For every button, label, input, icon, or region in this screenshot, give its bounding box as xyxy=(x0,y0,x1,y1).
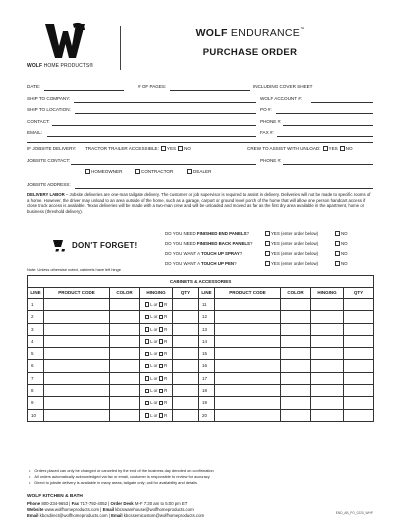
delivery-labor-text: DELIVERY LABOR – Jobsite deliveries are one-man tailgate delivery. The customer or job supervisor is required to assist in delivery. Deliveries will not be made to specific rooms of a home. However, the driver may unload to an area outside of the home, such as a garage, carport or ground level porch of the home that will allow one person handcart access if close truck access is available. Texas deliveries will be made with a two-man crew and will be unloaded and moved as far as the first dry area available in the apartment, home or business (threshold delivery). xyxy=(27,192,371,215)
question-end-panels xyxy=(165,231,375,239)
color-cell[interactable] xyxy=(110,311,140,323)
yes-checkbox[interactable] xyxy=(265,241,270,246)
line-number: 11 xyxy=(199,299,215,311)
qty-cell[interactable] xyxy=(173,385,199,397)
no-checkbox[interactable] xyxy=(335,251,340,256)
hinge-left-checkbox[interactable] xyxy=(145,388,153,394)
po-label: PO #: xyxy=(260,107,272,112)
color-cell[interactable] xyxy=(281,335,311,347)
hinge-left-label: L xyxy=(150,412,153,418)
col-color: COLOR xyxy=(110,288,140,299)
contractor-checkbox[interactable] xyxy=(135,169,140,174)
email-field[interactable] xyxy=(47,136,256,137)
wolf-logo-icon xyxy=(43,22,87,60)
wolf-account-field[interactable] xyxy=(311,102,373,103)
footer-web-line: Website www.wolfhomeproducts.com | Email kbcswarehouse@wolfhomeproducts.com xyxy=(27,507,194,513)
contact-label: CONTACT: xyxy=(27,119,50,124)
homeowner-checkbox[interactable] xyxy=(85,169,90,174)
hinge-or-label: or xyxy=(153,351,158,357)
hinge-right-label: R xyxy=(164,400,168,406)
hinging-cell[interactable] xyxy=(140,385,173,397)
ship-location-field[interactable] xyxy=(75,113,256,114)
question-text: DO YOU WANT A TOUCH UP PEN? xyxy=(165,261,237,266)
line-number: 9 xyxy=(28,397,44,409)
line-number: 3 xyxy=(28,323,44,335)
qty-cell[interactable] xyxy=(344,397,374,409)
qty-cell[interactable] xyxy=(344,323,374,335)
qty-cell[interactable] xyxy=(173,311,199,323)
hinge-or-label: or xyxy=(153,314,158,320)
header-divider xyxy=(120,26,121,70)
product-code-cell[interactable] xyxy=(215,299,281,311)
hinge-left-label: L xyxy=(150,400,153,406)
hinge-options xyxy=(145,400,168,405)
hinge-left-label: L xyxy=(150,338,153,344)
crew-label: CREW TO ASSIST WITH UNLOAD: YES NO xyxy=(247,146,353,151)
qty-cell[interactable] xyxy=(173,348,199,360)
brand-name: WOLF HOME PRODUCTS® xyxy=(27,63,94,69)
order-note: • All orders automatically acknowledged via fax or email, customer is responsible to review for accuracy xyxy=(27,474,373,480)
hinging-cell[interactable] xyxy=(311,397,344,409)
qty-cell[interactable] xyxy=(173,360,199,372)
product-code-cell[interactable] xyxy=(215,311,281,323)
hinge-right-label: R xyxy=(164,363,168,369)
hinge-left-checkbox[interactable] xyxy=(145,314,153,320)
col-line: LINE xyxy=(199,288,215,299)
footer-company: WOLF KITCHEN & BATH xyxy=(27,494,83,499)
jobsite-address-label: JOBSITE ADDRESS: xyxy=(27,182,71,187)
question-text: DO YOU NEED FINISHED END PANELS? xyxy=(165,231,250,236)
line-number: 12 xyxy=(199,311,215,323)
contact-field[interactable] xyxy=(52,125,256,126)
order-note: • Orders placed can only be changed or canceled by the end of the business day denoted on confirmation xyxy=(27,468,373,474)
answer-no[interactable]: NO xyxy=(335,241,348,246)
line-number: 17 xyxy=(199,372,215,384)
hinge-right-label: R xyxy=(164,338,168,344)
product-line-title: WOLF ENDURANCE™ xyxy=(195,26,305,39)
order-notes xyxy=(27,468,373,486)
date-label: DATE: xyxy=(27,84,41,89)
qty-cell[interactable] xyxy=(344,311,374,323)
date-field[interactable] xyxy=(44,90,124,91)
hinge-or-label: or xyxy=(153,326,158,332)
color-cell[interactable] xyxy=(110,360,140,372)
line-number: 1 xyxy=(28,299,44,311)
product-code-cell[interactable] xyxy=(44,335,110,347)
product-code-cell[interactable] xyxy=(44,299,110,311)
hinge-left-checkbox[interactable] xyxy=(145,301,153,307)
color-cell[interactable] xyxy=(281,385,311,397)
dont-forget xyxy=(52,238,162,254)
col-hinging: HINGING xyxy=(140,288,173,299)
tractor-label: TRACTOR TRAILER ACCESSIBLE: YES NO xyxy=(85,146,191,151)
no-checkbox[interactable] xyxy=(335,261,340,266)
hinge-right-checkbox[interactable] xyxy=(159,376,164,381)
hinge-left-label: L xyxy=(150,363,153,369)
answer-yes[interactable]: YES (enter order below) xyxy=(265,231,318,236)
table-row xyxy=(28,360,374,372)
hinge-or-label: or xyxy=(153,363,158,369)
line-number: 19 xyxy=(199,397,215,409)
hinging-cell[interactable] xyxy=(140,335,173,347)
answer-yes[interactable]: YES (enter order below) xyxy=(265,251,318,256)
email-link[interactable]: kbcsdirect@wolfhomeproducts.com xyxy=(39,513,108,518)
qty-cell[interactable] xyxy=(173,372,199,384)
col-qty: QTY xyxy=(344,288,374,299)
answer-no[interactable]: NO xyxy=(335,251,348,256)
jobsite-contact-label: JOBSITE CONTACT: xyxy=(27,158,71,163)
no-checkbox[interactable] xyxy=(335,241,340,246)
dont-forget-label: DON'T FORGET! xyxy=(72,241,138,250)
color-cell[interactable] xyxy=(110,409,140,421)
jobsite-delivery-label: IF JOBSITE DELIVERY: xyxy=(27,146,77,151)
answer-no[interactable]: NO xyxy=(335,231,348,236)
hinge-left-label: L xyxy=(150,388,153,394)
product-code-cell[interactable] xyxy=(215,372,281,384)
row-jobsite-address xyxy=(27,182,373,190)
hinge-right-checkbox[interactable] xyxy=(159,413,164,418)
row-jobsite-delivery xyxy=(27,146,373,154)
line-number: 18 xyxy=(199,385,215,397)
cabinets-table xyxy=(27,275,374,422)
color-cell[interactable] xyxy=(281,409,311,421)
hinge-right-label: R xyxy=(164,314,168,320)
hinging-cell[interactable] xyxy=(311,360,344,372)
phone2-field[interactable] xyxy=(283,164,373,165)
email-link[interactable]: kbcswarehouse@wolfhomeproducts.com xyxy=(115,507,194,513)
hinging-cell[interactable] xyxy=(140,348,173,360)
table-body xyxy=(28,299,374,422)
hinge-options xyxy=(145,351,168,356)
footer-contact xyxy=(27,494,373,518)
color-cell[interactable] xyxy=(281,311,311,323)
line-number: 8 xyxy=(28,385,44,397)
col-product-code: PRODUCT CODE xyxy=(44,288,110,299)
answer-yes[interactable]: YES (enter order below) xyxy=(265,241,318,246)
hinge-right-checkbox[interactable] xyxy=(159,401,164,406)
hinge-right-label: R xyxy=(164,388,168,394)
hinging-cell[interactable] xyxy=(140,409,173,421)
qty-cell[interactable] xyxy=(173,397,199,409)
color-cell[interactable] xyxy=(110,299,140,311)
jobsite-contact-field[interactable] xyxy=(71,164,256,165)
table-row xyxy=(28,397,374,409)
question-touch-up-spray xyxy=(165,251,375,259)
product-code-cell[interactable] xyxy=(44,360,110,372)
table-row xyxy=(28,311,374,323)
product-code-cell[interactable] xyxy=(44,323,110,335)
hinge-left-label: L xyxy=(150,301,153,307)
crew-no-checkbox[interactable] xyxy=(340,146,345,151)
including-label: INCLUDING COVER SHEET xyxy=(253,84,313,89)
hinging-cell[interactable] xyxy=(311,385,344,397)
question-text: DO YOU NEED FINISHED BACK PANELS? xyxy=(165,241,253,246)
hinge-right-checkbox[interactable] xyxy=(159,389,164,394)
po-field[interactable] xyxy=(276,113,373,114)
hinge-or-label: or xyxy=(153,412,158,418)
table-row xyxy=(28,409,374,421)
col-qty: QTY xyxy=(173,288,199,299)
hinge-left-checkbox[interactable] xyxy=(145,363,153,369)
product-code-cell[interactable] xyxy=(215,385,281,397)
hinging-cell[interactable] xyxy=(311,409,344,421)
form-code: END_AB_PO_0220_WHP xyxy=(335,511,373,515)
row-ship-company xyxy=(27,96,373,104)
color-cell[interactable] xyxy=(110,348,140,360)
phone2-label: PHONE #: xyxy=(260,158,282,163)
title-block xyxy=(127,27,373,58)
ship-company-field[interactable] xyxy=(74,102,256,103)
table-row xyxy=(28,323,374,335)
dealer-checkbox[interactable] xyxy=(187,169,192,174)
exclamation-icon xyxy=(52,238,67,252)
tractor-yes-checkbox[interactable] xyxy=(161,146,166,151)
hinge-options xyxy=(145,327,168,332)
hinging-cell[interactable] xyxy=(140,372,173,384)
line-number: 10 xyxy=(28,409,44,421)
line-number: 4 xyxy=(28,335,44,347)
hinge-right-checkbox[interactable] xyxy=(159,352,164,357)
homeowner-option[interactable]: HOMEOWNER xyxy=(83,169,122,175)
contractor-option[interactable]: CONTRACTOR xyxy=(133,169,173,175)
line-number: 7 xyxy=(28,372,44,384)
product-code-cell[interactable] xyxy=(44,409,110,421)
jobsite-address-field[interactable] xyxy=(75,188,373,189)
color-cell[interactable] xyxy=(281,348,311,360)
fax-field[interactable] xyxy=(277,136,373,137)
hinge-right-checkbox[interactable] xyxy=(159,327,164,332)
line-number: 15 xyxy=(199,348,215,360)
qty-cell[interactable] xyxy=(344,372,374,384)
hinge-right-checkbox[interactable] xyxy=(159,315,164,320)
hinging-cell[interactable] xyxy=(311,299,344,311)
qty-cell[interactable] xyxy=(344,335,374,347)
product-code-cell[interactable] xyxy=(215,323,281,335)
qty-cell[interactable] xyxy=(344,348,374,360)
hinging-cell[interactable] xyxy=(311,335,344,347)
color-cell[interactable] xyxy=(281,397,311,409)
table-row xyxy=(28,348,374,360)
hinge-right-label: R xyxy=(164,301,168,307)
question-back-panels xyxy=(165,241,375,249)
line-number: 20 xyxy=(199,409,215,421)
hinge-right-label: R xyxy=(164,412,168,418)
color-cell[interactable] xyxy=(110,372,140,384)
hinge-left-checkbox[interactable] xyxy=(145,400,153,406)
pages-label: # OF PAGES: xyxy=(138,84,167,89)
col-line: LINE xyxy=(28,288,44,299)
col-hinging: HINGING xyxy=(311,288,344,299)
line-number: 16 xyxy=(199,360,215,372)
hinging-cell[interactable] xyxy=(140,323,173,335)
question-touch-up-pen xyxy=(165,261,375,269)
hinge-options xyxy=(145,314,168,319)
row-date xyxy=(27,84,373,92)
hinging-cell[interactable] xyxy=(311,323,344,335)
hinge-options xyxy=(145,363,168,368)
line-number: 5 xyxy=(28,348,44,360)
question-text: DO YOU WANT A TOUCH UP SPRAY? xyxy=(165,251,243,256)
hinge-or-label: or xyxy=(153,400,158,406)
hinge-or-label: or xyxy=(153,301,158,307)
color-cell[interactable] xyxy=(281,299,311,311)
hinge-left-label: L xyxy=(150,375,153,381)
hinge-left-label: L xyxy=(150,326,153,332)
row-jobsite-contact xyxy=(27,158,373,166)
color-cell[interactable] xyxy=(110,323,140,335)
product-code-cell[interactable] xyxy=(215,348,281,360)
product-code-cell[interactable] xyxy=(44,311,110,323)
hinge-or-label: or xyxy=(153,388,158,394)
table-row xyxy=(28,372,374,384)
color-cell[interactable] xyxy=(281,323,311,335)
order-note: • Direct to jobsite delivery is available in many areas; tailgate only; call for availability and details xyxy=(27,480,373,486)
email-link[interactable]: kbcssemicustom@wolfhomeproducts.com xyxy=(123,513,205,518)
yes-checkbox[interactable] xyxy=(265,231,270,236)
hinging-cell[interactable] xyxy=(311,372,344,384)
product-code-cell[interactable] xyxy=(44,348,110,360)
answer-yes[interactable]: YES (enter order below) xyxy=(265,261,318,266)
qty-cell[interactable] xyxy=(344,385,374,397)
header xyxy=(27,22,373,72)
qty-cell[interactable] xyxy=(344,299,374,311)
color-cell[interactable] xyxy=(281,372,311,384)
table-caption: CABINETS & ACCESSORIES xyxy=(28,276,374,288)
product-code-cell[interactable] xyxy=(44,397,110,409)
ship-location-label: SHIP TO LOCATION: xyxy=(27,107,71,112)
row-contact xyxy=(27,119,373,127)
phone-field[interactable] xyxy=(283,125,373,126)
hinge-left-checkbox[interactable] xyxy=(145,326,153,332)
hinge-right-label: R xyxy=(164,326,168,332)
wolf-account-label: WOLF ACCOUNT #: xyxy=(260,96,303,101)
hinge-right-label: R xyxy=(164,375,168,381)
row-ship-location xyxy=(27,107,373,115)
hinge-or-label: or xyxy=(153,338,158,344)
website-link[interactable]: www.wolfhomeproducts.com xyxy=(44,507,100,513)
product-code-cell[interactable] xyxy=(44,372,110,384)
hinge-options xyxy=(145,339,168,344)
hinge-right-checkbox[interactable] xyxy=(159,302,164,307)
qty-cell[interactable] xyxy=(344,360,374,372)
hinge-left-checkbox[interactable] xyxy=(145,412,153,418)
product-code-cell[interactable] xyxy=(44,385,110,397)
hinge-left-checkbox[interactable] xyxy=(145,338,153,344)
hinging-cell[interactable] xyxy=(311,348,344,360)
hinge-left-checkbox[interactable] xyxy=(145,375,153,381)
qty-cell[interactable] xyxy=(173,323,199,335)
hinge-options xyxy=(145,376,168,381)
color-cell[interactable] xyxy=(110,335,140,347)
footer-email-line: Email kbcsdirect@wolfhomeproducts.com | Email kbcssemicustom@wolfhomeproducts.com xyxy=(27,513,205,518)
hinge-note: Note: Unless otherwise noted, cabinets have left hinge xyxy=(27,267,121,272)
yes-checkbox[interactable] xyxy=(265,251,270,256)
yes-checkbox[interactable] xyxy=(265,261,270,266)
row-email xyxy=(27,130,373,138)
qty-cell[interactable] xyxy=(344,409,374,421)
table-row xyxy=(28,335,374,347)
ship-company-label: SHIP TO COMPANY: xyxy=(27,96,71,101)
crew-yes-checkbox[interactable] xyxy=(323,146,328,151)
dealer-option[interactable]: DEALER xyxy=(185,169,211,175)
hinge-right-checkbox[interactable] xyxy=(159,339,164,344)
email-label: EMAIL: xyxy=(27,130,43,135)
hinge-right-label: R xyxy=(164,351,168,357)
table-row xyxy=(28,299,374,311)
hinging-cell[interactable] xyxy=(311,311,344,323)
wolf-logo xyxy=(27,22,107,72)
hinge-options xyxy=(145,302,168,307)
hinging-cell[interactable] xyxy=(140,397,173,409)
color-cell[interactable] xyxy=(110,397,140,409)
col-product-code: PRODUCT CODE xyxy=(215,288,281,299)
product-code-cell[interactable] xyxy=(215,335,281,347)
qty-cell[interactable] xyxy=(173,299,199,311)
qty-cell[interactable] xyxy=(173,409,199,421)
line-number: 6 xyxy=(28,360,44,372)
no-checkbox[interactable] xyxy=(335,231,340,236)
hinge-left-label: L xyxy=(150,351,153,357)
hinge-left-label: L xyxy=(150,314,153,320)
answer-no[interactable]: NO xyxy=(335,261,348,266)
line-number: 13 xyxy=(199,323,215,335)
row-role xyxy=(27,169,373,177)
fax-label: FAX #: xyxy=(260,130,274,135)
form-title: PURCHASE ORDER xyxy=(202,46,298,58)
table-header-row xyxy=(28,288,374,299)
hinge-or-label: or xyxy=(153,375,158,381)
qty-cell[interactable] xyxy=(173,335,199,347)
pages-field[interactable] xyxy=(170,90,250,91)
hinge-left-checkbox[interactable] xyxy=(145,351,153,357)
product-code-cell[interactable] xyxy=(215,409,281,421)
hinging-cell[interactable] xyxy=(140,360,173,372)
tractor-no-checkbox[interactable] xyxy=(178,146,183,151)
hinging-cell[interactable] xyxy=(140,299,173,311)
hinge-options xyxy=(145,388,168,393)
footer-phone-line: Phone 800-234-9653 | Fax 717-792-4052 | Order Desk M-F 7:30 am to 5:00 pm ET xyxy=(27,501,188,507)
hinge-options xyxy=(145,413,168,418)
color-cell[interactable] xyxy=(281,360,311,372)
color-cell[interactable] xyxy=(110,385,140,397)
phone-label: PHONE #: xyxy=(260,119,282,124)
col-color: COLOR xyxy=(281,288,311,299)
line-number: 2 xyxy=(28,311,44,323)
table-row xyxy=(28,385,374,397)
hinge-right-checkbox[interactable] xyxy=(159,364,164,369)
line-number: 14 xyxy=(199,335,215,347)
hinging-cell[interactable] xyxy=(140,311,173,323)
product-code-cell[interactable] xyxy=(215,397,281,409)
section-divider xyxy=(27,142,373,143)
product-code-cell[interactable] xyxy=(215,360,281,372)
